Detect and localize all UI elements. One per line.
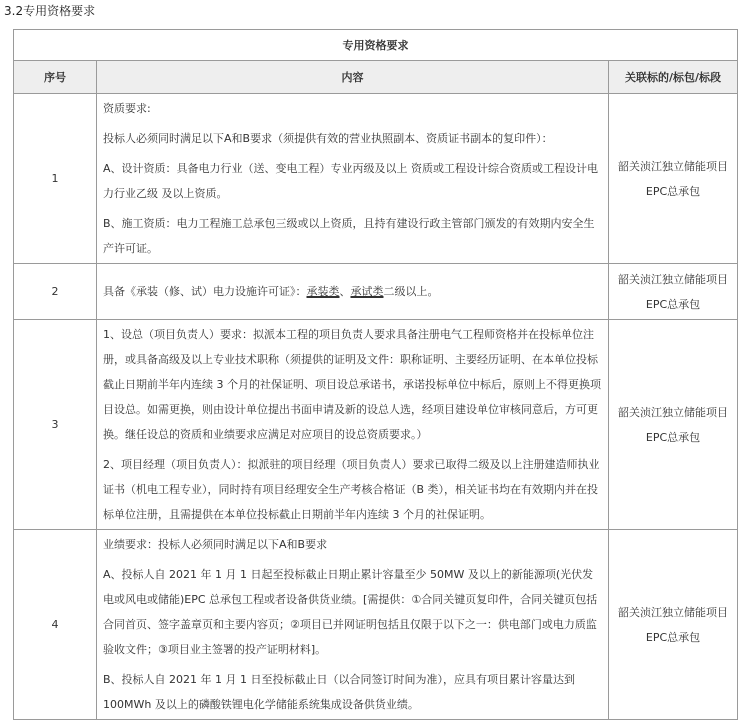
linked-project: 韶关浈江独立储能项目 [618,405,728,419]
table-header-row [14,61,738,94]
content-paragraph: A、设计资质：具备电力行业（送、变电工程）专业丙级及以上 资质或工程设计综合资质或工程设计电力行业乙级 及以上资质。 [103,162,599,200]
header-linked: 关联标的/标包/标段 [609,61,738,94]
table-title-row [14,30,738,61]
row-number: 1 [14,94,97,264]
linked-project: 韶关浈江独立储能项目 [618,159,728,173]
row-content [97,94,609,264]
content-paragraph: A、投标人自 2021 年 1 月 1 日起至投标截止日期止累计容量至少 50MW 及以上的新能源项(光伏发电或风电或储能)EPC 总承包工程或者设备供货业绩。[需提供：①合同关键页复印件，合同关键页包括合同首页、签字盖章页和主要内容页；②项目已并网证明包括且仅限于以下之一：供电部门或电力质监验收文件；③项目业主签署的投产证明材料]。 [103,568,598,656]
content-paragraph: B、施工资质：电力工程施工总承包三级或以上资质，且持有建设行政主管部门颁发的有效期内安全生产许可证。 [103,217,595,255]
table-row [14,530,738,720]
table-row [14,264,738,320]
license-suffix: 二级以上。 [383,285,439,298]
table-row [14,320,738,530]
row-linked [609,94,738,264]
content-paragraph: 业绩要求：投标人必须同时满足以下A和B要求 [103,538,328,551]
row-number: 3 [14,320,97,530]
row-content [97,320,609,530]
row-linked [609,320,738,530]
header-number: 序号 [14,61,97,94]
table-title: 专用资格要求 [14,30,738,61]
linked-package: EPC总承包 [645,184,701,198]
row-content [97,264,609,320]
qualification-table [13,29,738,720]
linked-project: 韶关浈江独立储能项目 [618,605,728,619]
content-paragraph: 1、设总（项目负责人）要求：拟派本工程的项目负责人要求具备注册电气工程师资格并在投标单位注册，或具备高级及以上专业技术职称（须提供的证明及文件：职称证明、主要经历证明、在本单位投标截止日期前半年内连续 3 个月的社保证明、项目设总承诺书，承诺投标单位中标后，原则上不得更换项目设总。如需更换，则由设计单位提出书面申请及新的设总人选，经项目建设单位审核同意后，方可更换。继任设总的资质和业绩要求应满足对应项目的设总资质要求。） [103,328,601,441]
row-number: 2 [14,264,97,320]
linked-package: EPC总承包 [645,297,701,311]
license-separator: 、 [339,285,351,298]
header-content: 内容 [97,61,609,94]
row-number: 4 [14,530,97,720]
content-paragraph: 2、项目经理（项目负责人）：拟派驻的项目经理（项目负责人）要求已取得二级及以上注册建造师执业证书（机电工程专业），同时持有项目经理安全生产考核合格证（B 类），相关证书均在有效期内并在投标单位注册，且需提供在本单位投标截止日期前半年内连续 3 个月的社保证明。 [103,458,600,521]
row-linked [609,264,738,320]
section-heading: 3.2专用资格要求 [4,4,96,18]
row-content [97,530,609,720]
row-linked [609,530,738,720]
content-paragraph [103,279,602,304]
content-paragraph: 投标人必须同时满足以下A和B要求（须提供有效的营业执照副本、资质证书副本的复印件）： [103,132,553,145]
license-class-install: 承装类 [306,285,340,298]
content-paragraph: B、投标人自 2021 年 1 月 1 日至投标截止日（以合同签订时间为准），应具有项目累计容量达到100MWh 及以上的磷酸铁锂电化学储能系统集成设备供货业绩。 [103,673,576,711]
content-paragraph: 资质要求: [103,102,151,115]
license-class-test: 承试类 [350,285,384,298]
linked-project: 韶关浈江独立储能项目 [618,272,728,286]
linked-package: EPC总承包 [645,630,701,644]
table-row [14,94,738,264]
license-prefix: 具备《承装（修、试）电力设施许可证》： [103,285,307,298]
linked-package: EPC总承包 [645,430,701,444]
